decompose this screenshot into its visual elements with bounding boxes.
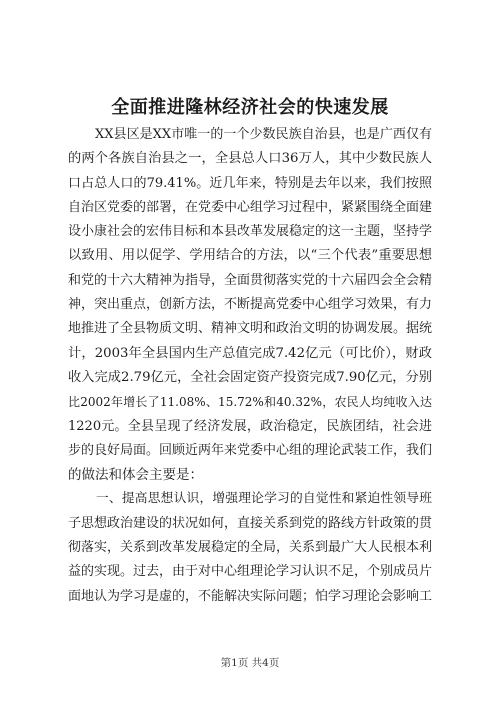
paragraph-line: 神，突出重点，创新方法，不断提高党委中心组学习效果，有力 (68, 297, 432, 313)
paragraph-line: 面地认为学习是虚的，不能解决实际问题；怕学习理论会影响工 (68, 588, 432, 604)
paragraph-line: 彻落实，关系到改革发展稳定的全局，关系到最广大人民根本利 (68, 540, 432, 556)
paragraph-line: 益的实现。过去，由于对中心组理论学习认识不足，个别成员片 (68, 564, 432, 580)
document-title: 全面推进隆林经济社会的快速发展 (111, 97, 389, 118)
paragraph-line: 的做法和体会主要是： (68, 467, 203, 484)
paragraph-line: 收入完成2.79亿元，全社会固定资产投资完成7.90亿元，分别 (68, 369, 432, 385)
paragraph-line: 和党的十六大精神为指导，全面贯彻落实党的十六届四会全会精 (68, 272, 432, 288)
paragraph-line: 子思想政治建设的状况如何，直接关系到党的路线方针政策的贯 (68, 515, 432, 531)
paragraph-line: 口占总人口的79.41%。近几年来，特别是去年以来，我们按照 (68, 175, 432, 191)
paragraph-line: 的两个各族自治县之一，全县总人口36万人，其中少数民族人 (68, 151, 432, 167)
document-body (68, 123, 432, 609)
paragraph-line: 地推进了全县物质文明、精神文明和政治文明的协调发展。据统 (68, 321, 432, 337)
paragraph-line: 自治区党委的部署，在党委中心组学习过程中，紧紧围绕全面建 (68, 199, 432, 215)
paragraph-line: 1220元。全县呈现了经济发展，政治稳定，民族团结，社会进 (68, 418, 432, 434)
paragraph-line: 步的良好局面。回顾近两年来党委中心组的理论武装工作，我们 (68, 442, 432, 458)
paragraph-line: 以致用、用以促学、学用结合的方法，以“三个代表”重要思想 (68, 248, 432, 264)
paragraph-line: 设小康社会的宏伟目标和本县改革发展稳定的这一主题，坚持学 (68, 224, 432, 240)
paragraph-line: XX县区是XX市唯一的一个少数民族自治县，也是广西仅有 (95, 127, 432, 142)
paragraph-line: 比2002年增长了11.08%、15.72%和40.32%，农民人均纯收入达 (68, 395, 432, 410)
page-number-footer: 第1页 共4页 (220, 657, 280, 669)
paragraph-line: 计，2003年全县国内生产总值完成7.42亿元（可比价），财政 (68, 345, 432, 361)
paragraph-line: 一、提高思想认识，增强理论学习的自觉性和紧迫性领导班 (96, 491, 432, 507)
